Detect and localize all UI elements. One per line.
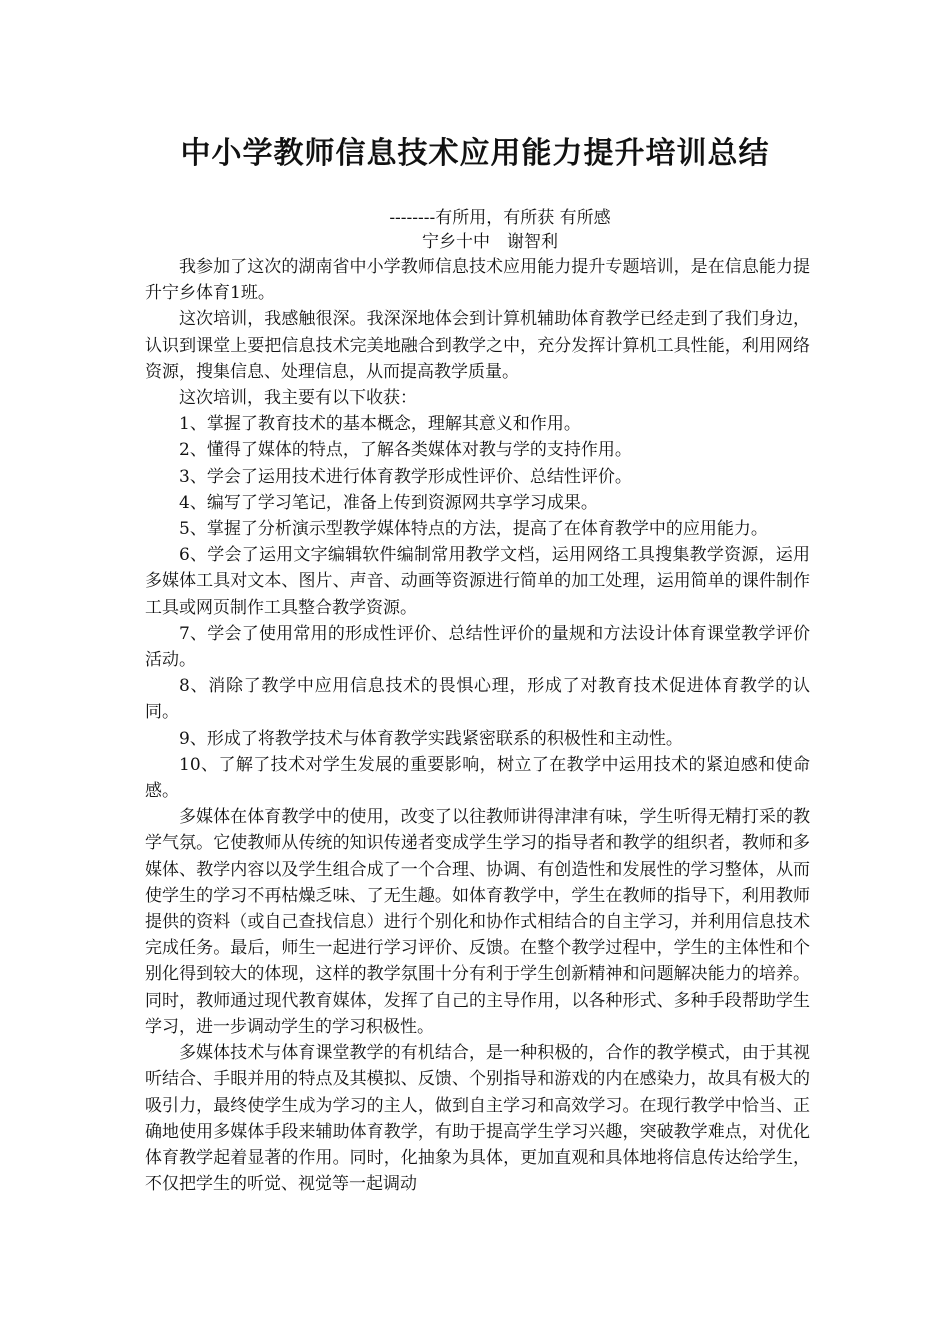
list-item: 6、学会了运用文字编辑软件编制常用教学文档，运用网络工具搜集教学资源，运用多媒体工具对文本、图片、声音、动画等资源进行简单的加工处理，运用简单的课件制作工具或网页制作工具整合教学资源。 <box>145 545 810 618</box>
paragraph: 这次培训，我感触很深。我深深地体会到计算机辅助体育教学已经走到了我们身边，认识到课堂上要把信息技术完美地融合到教学之中，充分发挥计算机工具性能，利用网络资源，搜集信息、处理信息，从而提高教学质量。 <box>145 309 810 382</box>
list-item: 10、了解了技术对学生发展的重要影响，树立了在教学中运用技术的紧迫感和使命感。 <box>145 754 810 802</box>
list-item: 2、懂得了媒体的特点，了解各类媒体对教与学的支持作用。 <box>179 440 632 461</box>
list-item: 5、掌握了分析演示型教学媒体特点的方法，提高了在体育教学中的应用能力。 <box>179 519 768 540</box>
paragraph: 我参加了这次的湖南省中小学教师信息技术应用能力提升专题培训，是在信息能力提升宁乡体育1班。 <box>145 257 810 304</box>
list-item: 1、掌握了教育技术的基本概念，理解其意义和作用。 <box>179 414 581 435</box>
list-item: 8、消除了教学中应用信息技术的畏惧心理，形成了对教育技术促进体育教学的认同。 <box>145 676 810 723</box>
paragraph: 多媒体在体育教学中的使用，改变了以往教师讲得津津有味，学生听得无精打采的教学气氛。它使教师从传统的知识传递者变成学生学习的指导者和教学的组织者，教师和多媒体、教学内容以及学生组合成了一个合理、协调、有创造性和发展性的学习整体，从而使学生的学习不再枯燥乏味、了无生趣。如体育教学中，学生在教师的指导下，利用教师提供的资料（或自己查找信息）进行个别化和协作式相结合的自主学习，并利用信息技术完成任务。最后，师生一起进行学习评价、反馈。在整个教学过程中，学生的主体性和个别化得到较大的体现，这样的教学氛围十分有利于学生创新精神和问题解决能力的培养。同时，教师通过现代教育媒体，发挥了自己的主导作用，以各种形式、多种手段帮助学生学习，进一步调动学生的学习积极性。 <box>145 807 810 1037</box>
document-author: 宁乡十中 谢智利 <box>422 232 558 252</box>
list-item: 7、学会了使用常用的形成性评价、总结性评价的量规和方法设计体育课堂教学评价活动。 <box>145 623 810 671</box>
list-item: 3、学会了运用技术进行体育教学形成性评价、总结性评价。 <box>179 466 632 487</box>
paragraph: 这次培训，我主要有以下收获： <box>179 388 417 409</box>
list-item: 4、编写了学习笔记，准备上传到资源网共享学习成果。 <box>179 492 598 513</box>
paragraph: 多媒体技术与体育课堂教学的有机结合，是一种积极的，合作的教学模式，由于其视听结合、手眼并用的特点及其模拟、反馈、个别指导和游戏的内在感染力，故具有极大的吸引力，最终使学生成为学习的主人，做到自主学习和高效学习。在现行教学中恰当、正确地使用多媒体手段来辅助体育教学，有助于提高学生学习兴趣，突破教学难点，对优化体育教学起着显著的作用。同时，化抽象为具体，更加直观和具体地将信息传达给学生，不仅把学生的听觉、视觉等一起调动 <box>145 1043 810 1195</box>
document-body <box>145 254 810 1197</box>
document-subtitle: --------有所用，有所获 有所感 <box>389 208 611 228</box>
document-title: 中小学教师信息技术应用能力提升培训总结 <box>180 136 770 171</box>
list-item: 9、形成了将教学技术与体育教学实践紧密联系的积极性和主动性。 <box>179 728 683 749</box>
